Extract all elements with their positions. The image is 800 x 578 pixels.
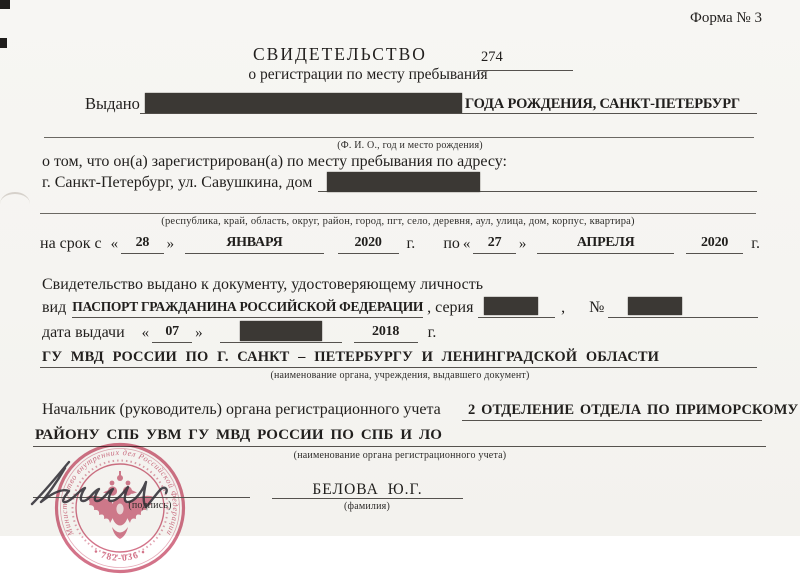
document-type-value: ПАСПОРТ ГРАЖДАНИНА РОССИЙСКОЙ ФЕДЕРАЦИИ xyxy=(72,297,423,318)
official-name: БЕЛОВА Ю.Г. xyxy=(312,481,423,498)
year-suffix: г. xyxy=(406,235,416,252)
scan-artifact xyxy=(0,192,30,204)
redaction-bar-number xyxy=(628,297,682,315)
close-quote: » xyxy=(166,236,175,252)
stamp-code-text: • 782-036 • xyxy=(91,547,149,564)
issuing-authority: ГУ МВД РОССИИ ПО Г. САНКТ – ПЕТЕРБУРГУ И ЛЕНИНГРАДСКОЙ ОБЛАСТИ xyxy=(42,349,660,365)
year-suffix: г. xyxy=(751,235,760,252)
series-line xyxy=(478,297,555,318)
address-caption-line xyxy=(40,213,756,214)
issue-date-label: дата выдачи xyxy=(42,324,125,341)
issue-date-row xyxy=(42,322,436,343)
period-to-year: 2020 xyxy=(686,233,743,254)
period-prefix: на срок с xyxy=(40,235,102,252)
redaction-bar-name xyxy=(145,93,462,113)
certificate-number: 274 xyxy=(481,49,503,65)
name-caption: (фамилия) xyxy=(344,501,390,512)
issue-month-line xyxy=(220,322,342,343)
registration-authority-line1: 2 ОТДЕЛЕНИЕ ОТДЕЛА ПО ПРИМОРСКОМУ xyxy=(468,402,799,418)
statement-text: о том, что он(а) зарегистрирован(а) по месту пребывания по адресу: xyxy=(42,153,507,170)
issuing-authority-underline xyxy=(40,367,757,368)
registration-underline-1 xyxy=(462,420,762,421)
issuing-authority-caption: (наименование органа, учреждения, выдавшего документ) xyxy=(270,370,530,381)
address-caption: (республика, край, область, округ, район, город, пгт, село, деревня, аул, улица, дом, корпус, квартира) xyxy=(161,216,635,227)
document-type-row xyxy=(42,297,758,318)
issued-label: Выдано xyxy=(85,94,140,113)
redaction-bar-month xyxy=(240,321,322,341)
scan-artifact xyxy=(0,38,7,48)
year-suffix: г. xyxy=(427,324,437,341)
fio-caption: (Ф. И. О., год и место рождения) xyxy=(337,140,483,151)
document-intro: Свидетельство выдано к документу, удостоверяющему личность xyxy=(42,276,484,293)
registration-caption: (наименование органа регистрационного учета) xyxy=(293,450,507,461)
issued-value-suffix: ГОДА РОЖДЕНИЯ, САНКТ-ПЕТЕРБУРГ xyxy=(465,96,740,112)
period-to-month: АПРЕЛЯ xyxy=(537,233,674,254)
stamp-ring-text: Министерство внутренних дел Российской Федерации xyxy=(59,447,181,538)
document-type-label: вид xyxy=(42,299,67,316)
address-value: г. Санкт-Петербург, ул. Савушкина, дом xyxy=(42,174,313,191)
registration-authority-line2: РАЙОНУ СПБ УВМ ГУ МВД РОССИИ ПО СПБ И ЛО xyxy=(35,427,443,443)
certificate-number-line xyxy=(477,48,573,71)
fio-line xyxy=(44,137,754,138)
form-number-label: Форма № 3 xyxy=(690,10,762,26)
comma: , xyxy=(561,299,566,316)
redaction-bar-series xyxy=(484,297,538,315)
period-from-year: 2020 xyxy=(338,233,399,254)
issued-underline xyxy=(140,113,757,114)
period-from-day: 28 xyxy=(121,233,163,254)
registration-head-label: Начальник (руководитель) органа регистрационного учета xyxy=(42,401,441,418)
svg-text:• 782-036 • xyxy=(92,547,149,564)
period-from-month: ЯНВАРЯ xyxy=(185,233,324,254)
redaction-bar-house xyxy=(327,172,480,192)
signature-caption: (подпись) xyxy=(128,500,172,511)
period-to-day: 27 xyxy=(473,233,515,254)
close-quote: » xyxy=(518,236,527,252)
close-quote: » xyxy=(195,325,203,341)
open-quote: « xyxy=(462,236,471,252)
period-to-label: по xyxy=(443,235,460,252)
open-quote: « xyxy=(141,325,150,341)
issue-day: 07 xyxy=(152,322,192,343)
scan-artifact xyxy=(0,0,10,9)
number-label: № xyxy=(589,299,605,316)
document-subtitle: о регистрации по месту пребывания xyxy=(248,66,488,83)
document-title: СВИДЕТЕЛЬСТВО xyxy=(253,44,427,64)
issue-year: 2018 xyxy=(354,322,418,343)
series-label: , серия xyxy=(427,299,474,316)
period-row xyxy=(40,233,760,254)
open-quote: « xyxy=(110,236,119,252)
number-line xyxy=(608,297,758,318)
